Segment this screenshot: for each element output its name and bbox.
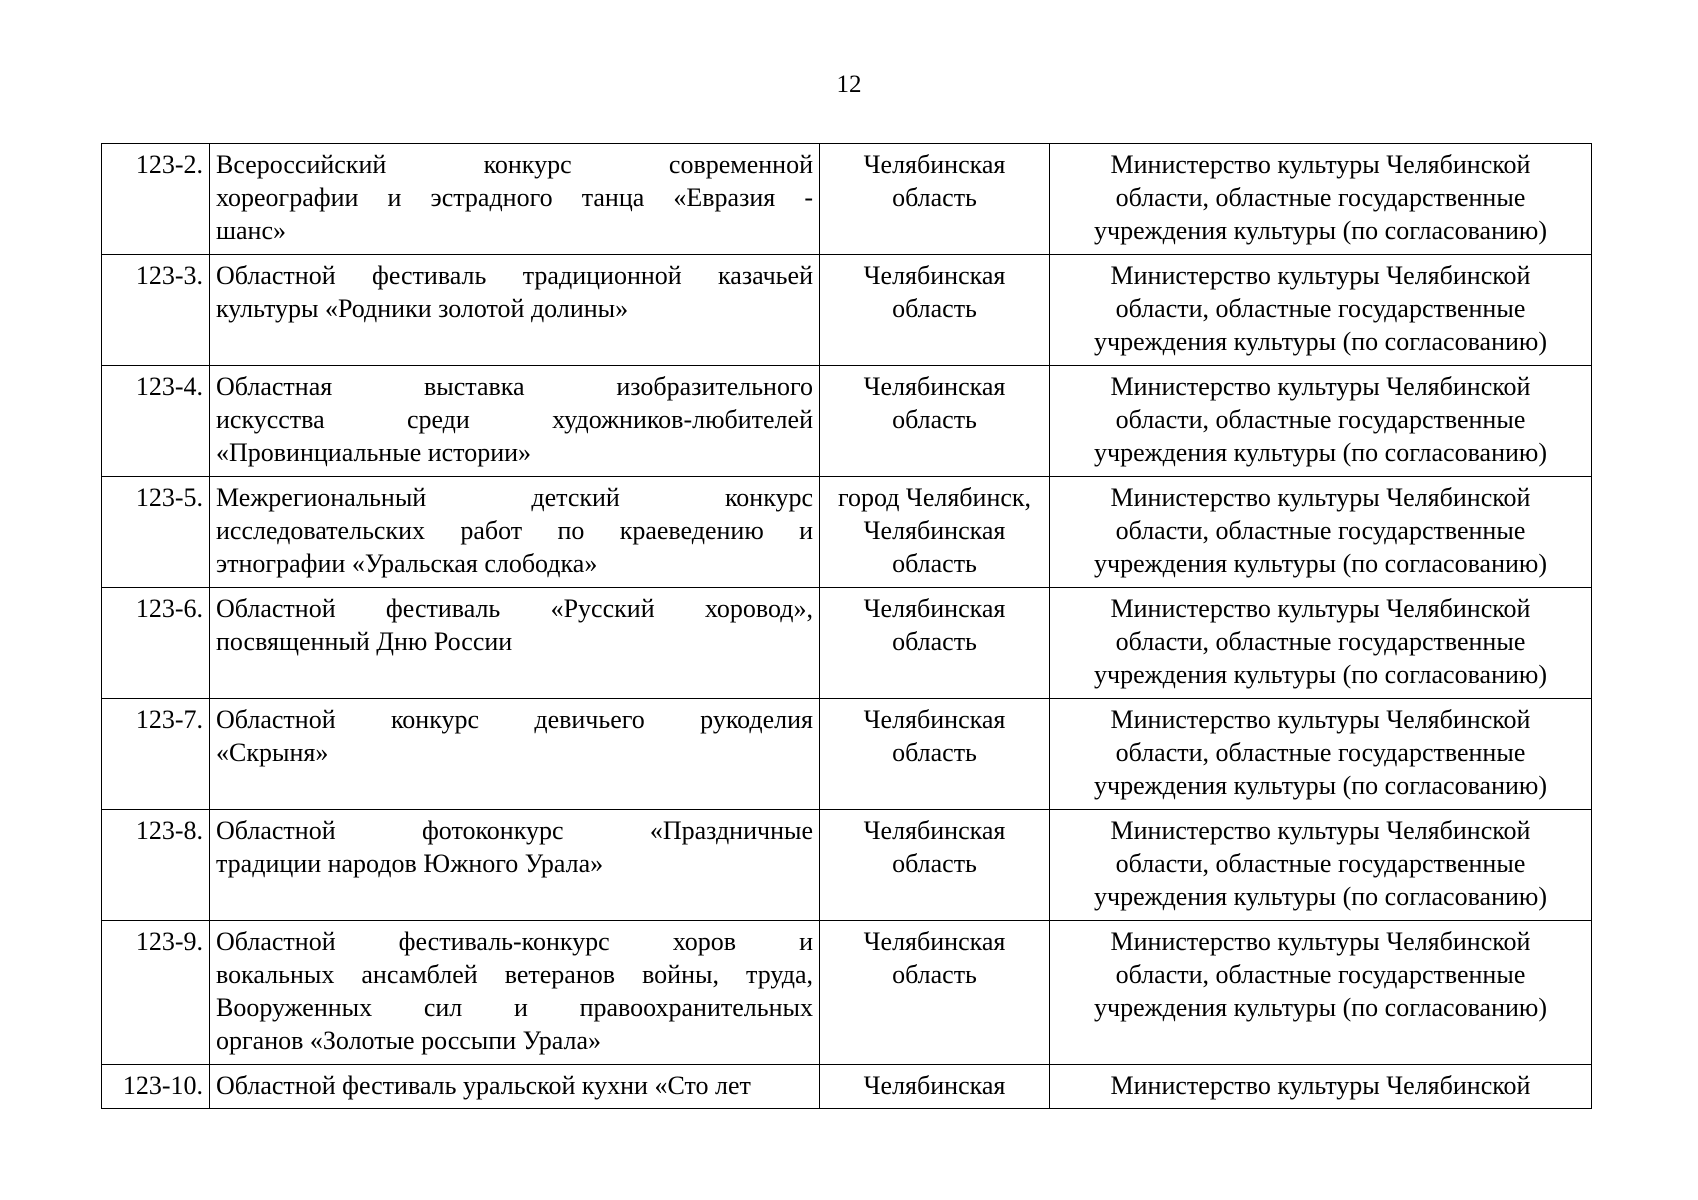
event-title-line: искусства среди художников-любителей	[216, 405, 813, 434]
table-row	[102, 144, 1592, 255]
event-title-line: органов «Золотые россыпи Урала»	[216, 1026, 602, 1055]
event-title-line: Областной фестиваль традиционной казачьей	[216, 261, 813, 290]
event-place-line: Челябинская	[863, 705, 1006, 734]
event-organizer-line: Министерство культуры Челябинской	[1110, 705, 1531, 734]
event-place-line: Челябинская	[863, 150, 1006, 179]
event-place-cell	[820, 144, 1050, 255]
event-organizer-cell	[1050, 1065, 1592, 1109]
event-organizer-line: Министерство культуры Челябинской	[1110, 261, 1531, 290]
event-place-line: область	[892, 183, 977, 212]
table-row	[102, 477, 1592, 588]
event-title-line: Межрегиональный детский конкурс	[216, 483, 813, 512]
event-title-cell	[210, 810, 820, 921]
event-organizer-line: Министерство культуры Челябинской	[1110, 816, 1531, 845]
event-title-line: Областной фотоконкурс «Праздничные	[216, 816, 813, 845]
event-organizer-line: учреждения культуры (по согласованию)	[1094, 882, 1547, 911]
event-title-cell	[210, 921, 820, 1065]
event-place-line: область	[892, 549, 977, 578]
event-title-line: Областной конкурс девичьего рукоделия	[216, 705, 813, 734]
event-place-cell	[820, 810, 1050, 921]
event-title-line: Областной фестиваль уральской кухни «Сто лет	[216, 1071, 751, 1100]
event-title-line: этнографии «Уральская слободка»	[216, 549, 598, 578]
event-organizer-cell	[1050, 144, 1592, 255]
event-title-line: Областной фестиваль-конкурс хоров и	[216, 927, 813, 956]
event-organizer-cell	[1050, 588, 1592, 699]
event-place-line: Челябинская	[863, 927, 1006, 956]
event-place-line: Челябинская	[863, 516, 1006, 545]
event-organizer-line: учреждения культуры (по согласованию)	[1094, 993, 1547, 1022]
event-organizer-cell	[1050, 699, 1592, 810]
event-title-line: традиции народов Южного Урала»	[216, 849, 604, 878]
event-place-line: область	[892, 294, 977, 323]
event-organizer-cell	[1050, 366, 1592, 477]
table-row	[102, 1065, 1592, 1109]
event-title-cell	[210, 477, 820, 588]
event-title-cell	[210, 1065, 820, 1109]
table-row	[102, 366, 1592, 477]
row-number-cell: 123-6.	[102, 588, 210, 699]
event-place-line: Челябинская	[863, 372, 1006, 401]
table-row	[102, 810, 1592, 921]
event-title-line: исследовательских работ по краеведению и	[216, 516, 813, 545]
event-organizer-line: учреждения культуры (по согласованию)	[1094, 771, 1547, 800]
table-row	[102, 588, 1592, 699]
row-number-cell: 123-2.	[102, 144, 210, 255]
event-place-line: область	[892, 849, 977, 878]
event-organizer-line: области, областные государственные	[1115, 516, 1526, 545]
event-organizer-line: учреждения культуры (по согласованию)	[1094, 216, 1547, 245]
event-place-cell	[820, 255, 1050, 366]
row-number-cell: 123-7.	[102, 699, 210, 810]
event-place-cell	[820, 699, 1050, 810]
event-organizer-line: области, областные государственные	[1115, 738, 1526, 767]
event-title-line: «Скрыня»	[216, 738, 329, 767]
row-number-cell: 123-8.	[102, 810, 210, 921]
event-organizer-cell	[1050, 921, 1592, 1065]
event-place-line: Челябинская	[863, 1071, 1006, 1100]
event-organizer-line: учреждения культуры (по согласованию)	[1094, 438, 1547, 467]
event-title-cell	[210, 588, 820, 699]
event-title-line: Областной фестиваль «Русский хоровод»,	[216, 594, 813, 623]
event-title-line: посвященный Дню России	[216, 627, 513, 656]
events-table-body	[102, 144, 1592, 1109]
table-row	[102, 699, 1592, 810]
event-title-line: культуры «Родники золотой долины»	[216, 294, 629, 323]
page-number: 12	[836, 71, 862, 98]
event-organizer-line: Министерство культуры Челябинской	[1110, 483, 1531, 512]
event-place-line: Челябинская	[863, 261, 1006, 290]
event-organizer-cell	[1050, 477, 1592, 588]
event-place-line: Челябинская	[863, 594, 1006, 623]
events-table	[101, 143, 1592, 1109]
event-title-line: Вооруженных сил и правоохранительных	[216, 993, 813, 1022]
event-title-line: вокальных ансамблей ветеранов войны, труда,	[216, 960, 813, 989]
event-place-line: Челябинская	[863, 816, 1006, 845]
event-title-cell	[210, 366, 820, 477]
event-place-line: город Челябинск,	[837, 483, 1032, 512]
event-place-cell	[820, 477, 1050, 588]
event-place-line: область	[892, 627, 977, 656]
event-organizer-line: области, областные государственные	[1115, 960, 1526, 989]
event-title-line: Областная выставка изобразительного	[216, 372, 813, 401]
event-title-cell	[210, 699, 820, 810]
event-organizer-line: области, областные государственные	[1115, 627, 1526, 656]
event-place-line: область	[892, 960, 977, 989]
event-place-cell	[820, 366, 1050, 477]
row-number-cell: 123-4.	[102, 366, 210, 477]
event-organizer-line: учреждения культуры (по согласованию)	[1094, 327, 1547, 356]
row-number-cell: 123-3.	[102, 255, 210, 366]
row-number-cell: 123-10.	[102, 1065, 210, 1109]
event-organizer-line: области, областные государственные	[1115, 405, 1526, 434]
event-title-cell	[210, 144, 820, 255]
event-organizer-cell	[1050, 255, 1592, 366]
event-organizer-line: Министерство культуры Челябинской	[1110, 927, 1531, 956]
event-title-line: шанс»	[216, 216, 287, 245]
event-title-line: хореографии и эстрадного танца «Евразия -	[216, 183, 813, 212]
event-place-cell	[820, 1065, 1050, 1109]
event-title-line: Всероссийский конкурс современной	[216, 150, 813, 179]
event-organizer-line: Министерство культуры Челябинской	[1110, 1071, 1531, 1100]
row-number-cell: 123-5.	[102, 477, 210, 588]
table-row	[102, 255, 1592, 366]
event-organizer-line: Министерство культуры Челябинской	[1110, 372, 1531, 401]
row-number-cell: 123-9.	[102, 921, 210, 1065]
event-organizer-cell	[1050, 810, 1592, 921]
event-organizer-line: Министерство культуры Челябинской	[1110, 594, 1531, 623]
event-organizer-line: области, областные государственные	[1115, 849, 1526, 878]
event-place-cell	[820, 921, 1050, 1065]
event-organizer-line: учреждения культуры (по согласованию)	[1094, 549, 1547, 578]
event-organizer-line: области, областные государственные	[1115, 183, 1526, 212]
event-organizer-line: учреждения культуры (по согласованию)	[1094, 660, 1547, 689]
event-place-cell	[820, 588, 1050, 699]
table-row	[102, 921, 1592, 1065]
event-organizer-line: области, областные государственные	[1115, 294, 1526, 323]
event-place-line: область	[892, 738, 977, 767]
event-place-line: область	[892, 405, 977, 434]
event-title-line: «Провинциальные истории»	[216, 438, 532, 467]
event-title-cell	[210, 255, 820, 366]
event-organizer-line: Министерство культуры Челябинской	[1110, 150, 1531, 179]
